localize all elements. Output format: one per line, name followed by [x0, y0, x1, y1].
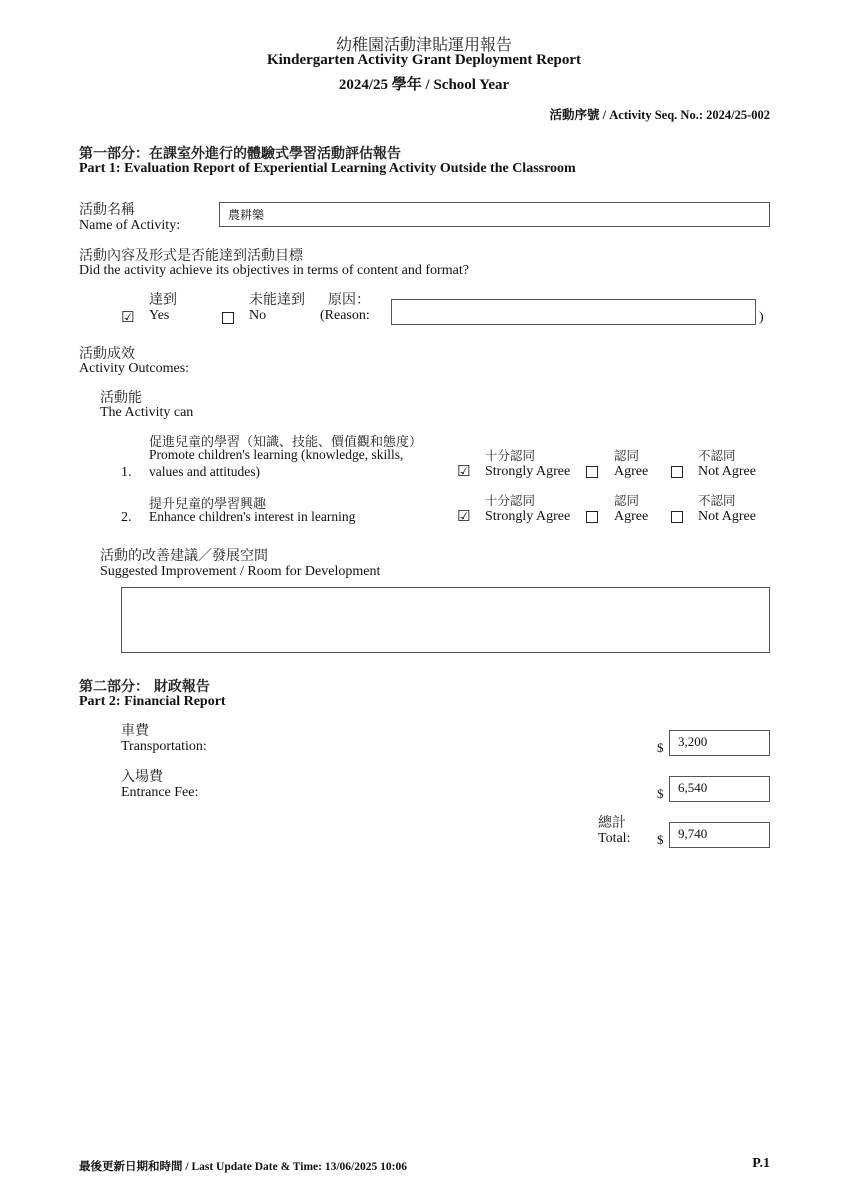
no-label-en: No: [249, 308, 267, 323]
activity-can-zh: 活動能: [100, 390, 142, 406]
item1-not-agree-option: [698, 448, 756, 480]
no-label-zh: 未能達到: [249, 292, 305, 308]
item2-text-en1: Enhance children's interest in learning: [149, 509, 356, 524]
transport-label-zh: 車費: [121, 723, 149, 739]
item1-text-en1: Promote children's learning (knowledge, skills,: [149, 447, 404, 462]
strongly-agree-label-en: Strongly Agree: [485, 464, 571, 479]
part1-heading-zh: 第一部分：在課室外進行的體驗式學習活動評估報告: [79, 146, 401, 162]
item1-agree-option: [614, 448, 648, 480]
not-agree-label-zh: 不認同: [698, 493, 736, 508]
total-label-en: Total:: [598, 831, 631, 846]
entrance-currency: $: [657, 786, 664, 801]
item2-number: 2.: [121, 510, 132, 525]
entrance-label-en: Entrance Fee:: [121, 785, 199, 800]
item2-not-agree-option: [698, 493, 756, 525]
not-agree-label-zh: 不認同: [698, 448, 736, 463]
reason-label: [320, 292, 370, 324]
reason-label-en: (Reason:: [320, 308, 370, 323]
agree-label-en: Agree: [614, 464, 649, 479]
improvement-field[interactable]: [121, 587, 770, 653]
transport-amount-field[interactable]: 3,200: [669, 730, 770, 756]
not-agree-label-en: Not Agree: [698, 464, 756, 479]
activity-name-field[interactable]: 農耕樂: [219, 202, 770, 227]
agree-label-zh: 認同: [614, 493, 640, 508]
entrance-amount-field[interactable]: 6,540: [669, 776, 770, 802]
agree-label-zh: 認同: [614, 448, 640, 463]
part1-heading-en: Part 1: Evaluation Report of Experiential Learning Activity Outside the Classroom: [79, 161, 576, 176]
improvement-label-zh: 活動的改善建議／發展空間: [100, 548, 268, 564]
item2-not-agree-checkbox[interactable]: [671, 511, 683, 523]
outcomes-label-zh: 活動成效: [79, 346, 135, 362]
item2-agree-checkbox[interactable]: [586, 511, 598, 523]
no-checkbox[interactable]: [222, 312, 234, 324]
improvement-label-en: Suggested Improvement / Room for Development: [100, 564, 381, 579]
part2-heading-zh: 第二部分： 財政報告: [79, 679, 210, 695]
activity-name-label-en: Name of Activity:: [79, 218, 181, 233]
school-year: 2024/25 學年 / School Year: [338, 77, 510, 93]
strongly-agree-label-en: Strongly Agree: [485, 509, 571, 524]
item1-number: 1.: [121, 465, 132, 480]
report-title-zh: 幼稚園活動津貼運用報告: [335, 35, 512, 54]
item1-agree-checkbox[interactable]: [586, 466, 598, 478]
activity-name-label-zh: 活動名稱: [79, 202, 135, 218]
yes-checkbox[interactable]: ☑: [121, 308, 135, 326]
objectives-question-zh: 活動內容及形式是否能達到活動目標: [79, 248, 303, 264]
transport-currency: $: [657, 740, 664, 755]
report-title-en: Kindergarten Activity Grant Deployment Report: [266, 52, 582, 68]
outcomes-label-en: Activity Outcomes:: [79, 361, 190, 376]
page-number: P.1: [752, 1156, 770, 1171]
entrance-label-zh: 入場費: [121, 769, 163, 785]
reason-close-paren: ): [759, 310, 764, 325]
item1-strongly-agree-checkbox[interactable]: ☑: [457, 462, 471, 480]
not-agree-label-en: Not Agree: [698, 509, 756, 524]
item2-strongly-agree-checkbox[interactable]: ☑: [457, 507, 471, 525]
item1-strongly-agree-option: [485, 448, 570, 480]
activity-seq-no: 活動序號 / Activity Seq. No.: 2024/25-002: [549, 108, 770, 122]
item1-text-zh: 促進兒童的學習（知識、技能、價值觀和態度）: [149, 435, 423, 450]
agree-label-en: Agree: [614, 509, 649, 524]
reason-label-zh: 原因：: [328, 292, 370, 308]
yes-option: [149, 292, 177, 324]
yes-label-zh: 達到: [149, 292, 177, 308]
strongly-agree-label-zh: 十分認同: [485, 493, 536, 508]
item2-strongly-agree-option: [485, 493, 570, 525]
objectives-question-en: Did the activity achieve its objectives in terms of content and format?: [79, 263, 469, 278]
activity-can-en: The Activity can: [100, 405, 194, 420]
yes-label-en: Yes: [149, 308, 170, 323]
total-label-zh: 總計: [598, 815, 626, 831]
transport-label-en: Transportation:: [121, 739, 207, 754]
no-option: [249, 292, 305, 324]
part2-heading-en: Part 2: Financial Report: [79, 694, 226, 709]
item1-text-en2: values and attitudes): [149, 464, 260, 479]
total-currency: $: [657, 832, 664, 847]
last-update: 最後更新日期和時間 / Last Update Date & Time: 13/06/2025 10:06: [79, 1161, 407, 1173]
reason-field[interactable]: [391, 299, 756, 325]
item2-text-zh: 提升兒童的學習興趣: [149, 497, 267, 512]
total-amount-field[interactable]: 9,740: [669, 822, 770, 848]
strongly-agree-label-zh: 十分認同: [485, 448, 536, 463]
item1-not-agree-checkbox[interactable]: [671, 466, 683, 478]
item2-agree-option: [614, 493, 648, 525]
